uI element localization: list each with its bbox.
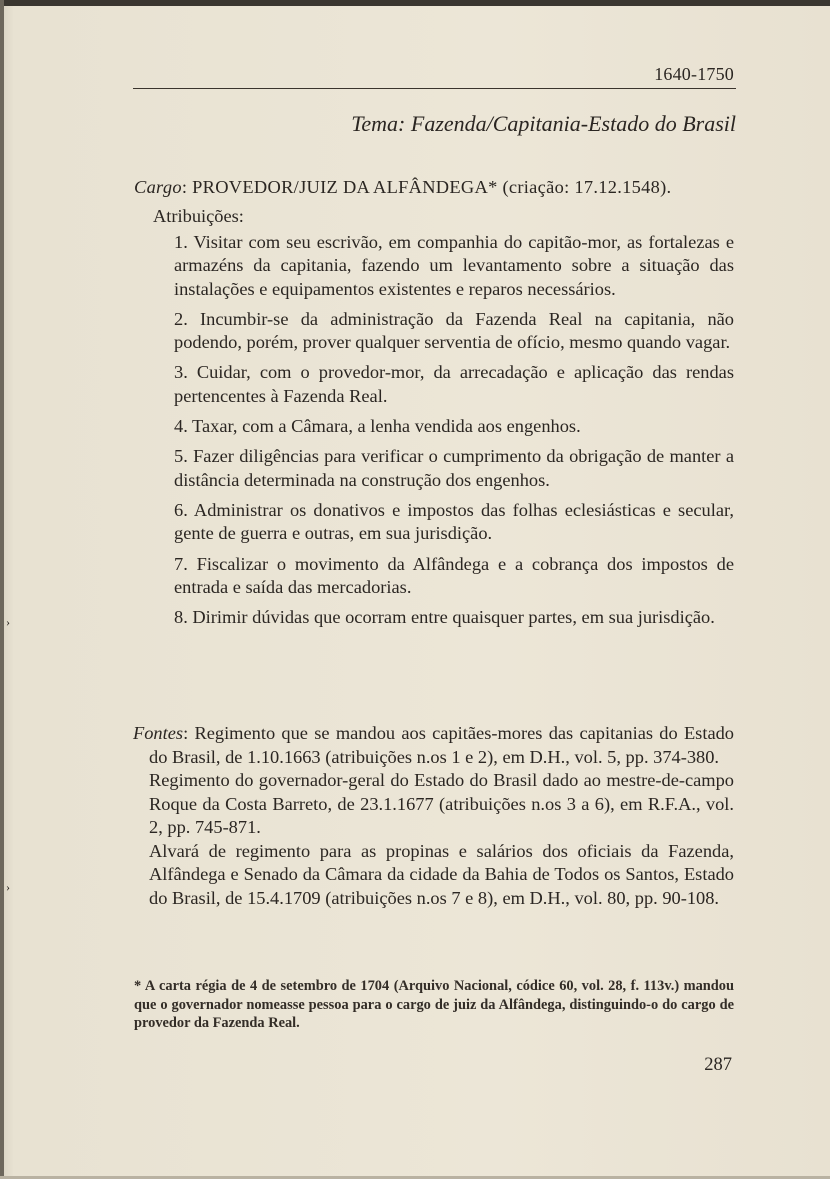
fonte-entry-1-text: : Regimento que se mandou aos capitães-mores das capitanias do Estado do Brasil, de 1.10.1663 (atribuições n.os 1 e 2), em D.H., vol. 5, pp. 374-380. [149,723,734,767]
header-rule [133,88,736,89]
margin-arrow-icon: › [6,615,10,629]
scan-edge-left [0,0,4,1179]
fontes-section [133,722,734,910]
footnote: * A carta régia de 4 de setembro de 1704 (Arquivo Nacional, códice 60, vol. 28, f. 113v.) mandou que o governador nomeasse pessoa para o cargo de juiz da Alfândega, distinguindo-o do cargo de provedor da Fazenda Real. [134,978,734,1031]
atribuicao-item-6: 6. Administrar os donativos e impostos das folhas eclesiásticas e secular, gente de guerra e outras, em sua jurisdição. [174,499,734,544]
scan-edge-top [0,0,830,6]
page-number: 287 [704,1055,732,1075]
atribuicao-item-7: 7. Fiscalizar o movimento da Alfândega e a cobrança dos impostos de entrada e saída das mercadorias. [174,553,734,597]
fonte-entry-3: Alvará de regimento para as propinas e salários dos oficiais da Fazenda, Alfândega e Senado da Câmara da cidade da Bahia de Todos os Santos, Estado do Brasil, de 15.4.1709 (atribuições n.os 7 e 8), em D.H., vol. 80, pp. 90-108. [149,840,734,908]
fontes-label: Fontes [133,723,184,743]
cargo-label: Cargo [134,177,182,197]
running-head: 1640-1750 [654,64,734,84]
cargo-line [134,176,734,200]
atribuicao-item-8: 8. Dirimir dúvidas que ocorram entre quaisquer partes, em sua jurisdição. [174,607,715,628]
atribuicao-item-4: 4. Taxar, com a Câmara, a lenha vendida aos engenhos. [174,416,581,437]
atribuicao-item-2: 2. Incumbir-se da administração da Fazenda Real na capitania, não podendo, porém, prover qualquer serventia de ofício, mesmo quando vagar. [174,308,734,353]
atribuicoes-label: Atribuições: [153,206,244,226]
atribuicao-item-1: 1. Visitar com seu escrivão, em companhia do capitão-mor, as fortalezas e armazéns da capitania, fazendo um levantamento sobre a situação das instalações e equipamentos existentes e reparos necessários. [174,232,734,299]
fonte-entry-2: Regimento do governador-geral do Estado do Brasil dado ao mestre-de-campo Roque da Costa Barreto, de 23.1.1677 (atribuições n.os 3 a 6), em R.F.A., vol. 2, pp. 745-871. [149,770,734,837]
atribuicao-item-5: 5. Fazer diligências para verificar o cumprimento da obrigação de manter a distância determinada na construção dos engenhos. [174,446,734,490]
atribuicoes-list [174,231,734,636]
tema-heading: Tema: Fazenda/Capitania-Estado do Brasil [351,111,736,136]
cargo-text: : PROVEDOR/JUIZ DA ALFÂNDEGA* (criação: 17.12.1548). [181,177,672,197]
fonte-entry-1 [133,722,734,769]
atribuicao-item-3: 3. Cuidar, com o provedor-mor, da arrecadação e aplicação das rendas pertencentes à Fazenda Real. [174,362,734,406]
margin-arrow-icon: › [6,880,10,894]
